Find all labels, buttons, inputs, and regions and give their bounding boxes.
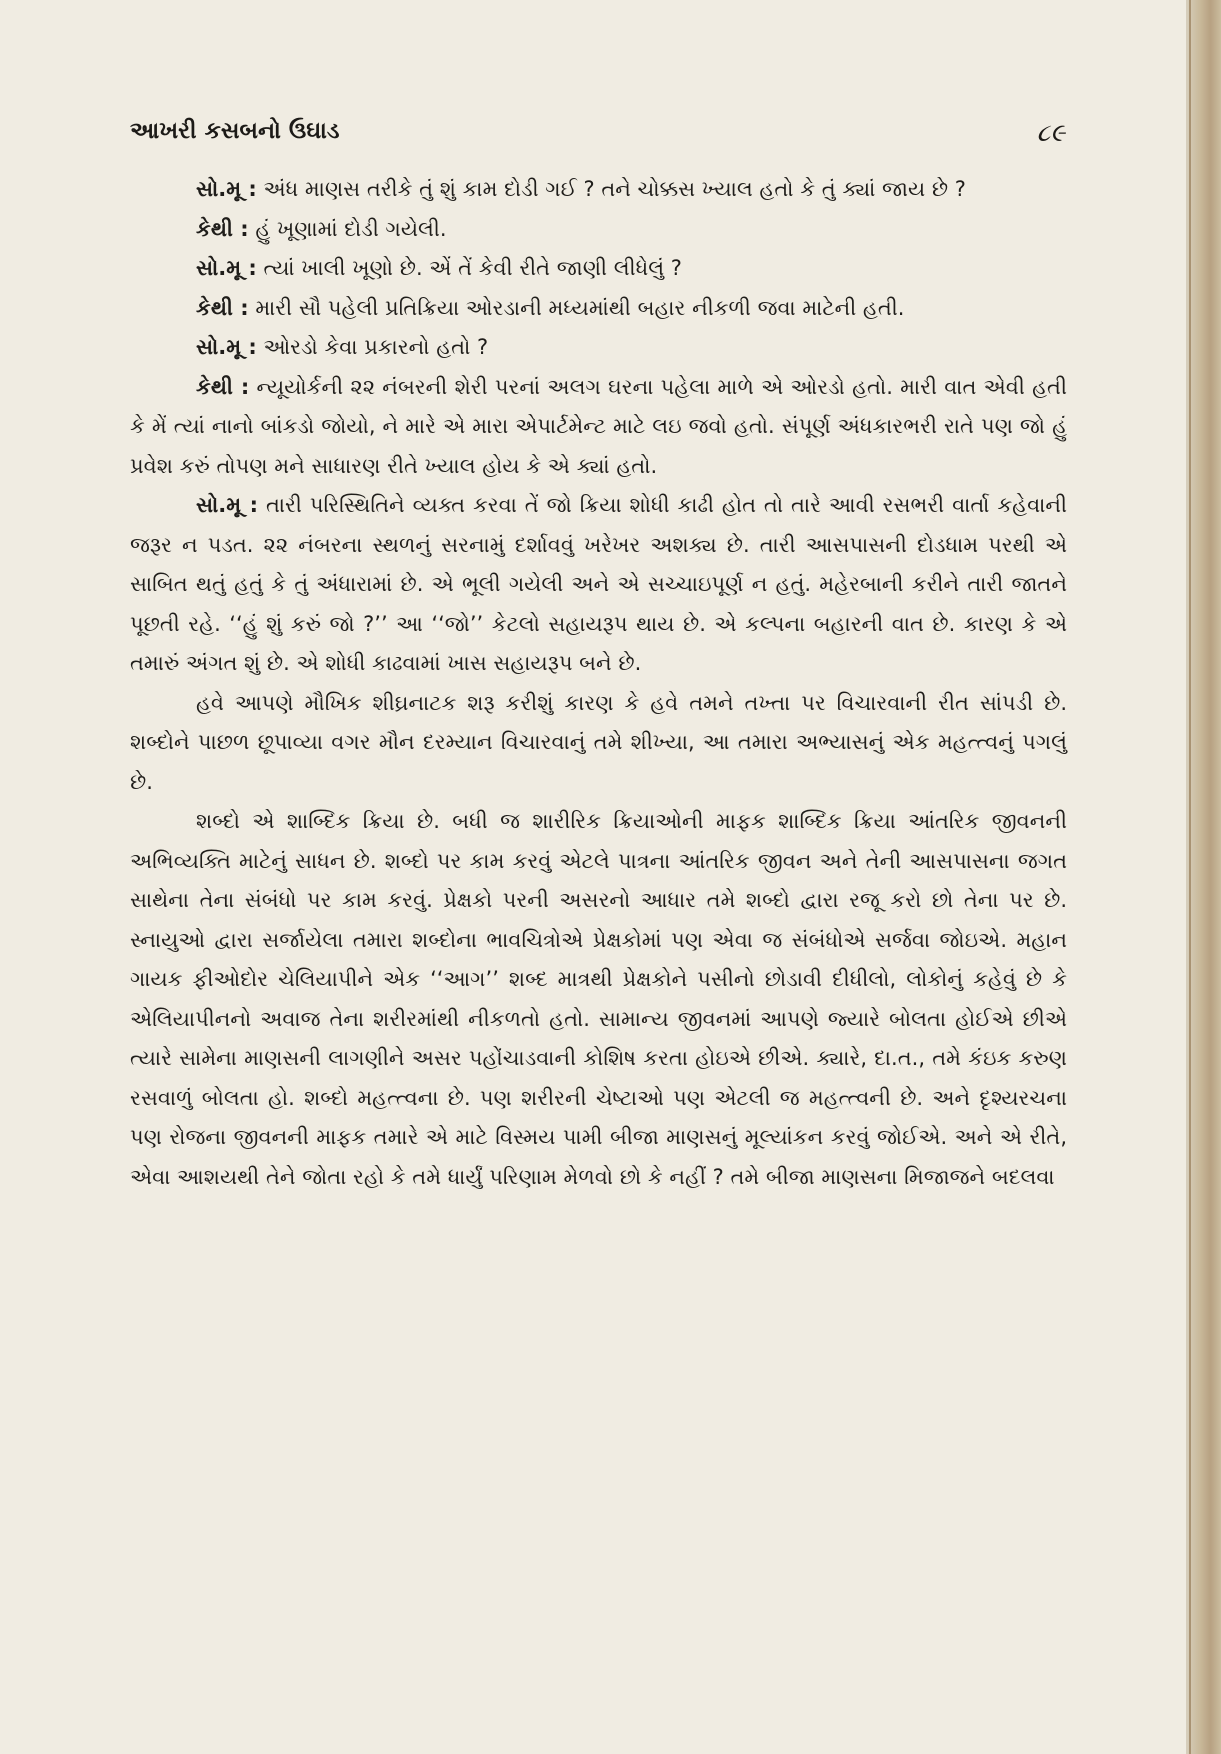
paragraph-text: શબ્દો એ શાબ્દિક ક્રિયા છે. બધી જ શારીરિક ક્રિયાઓની માફક શાબ્દિક ક્રિયા આંતરિક જીવનની અભિવ્યક્તિ માટેનું સાધન છે. શબ્દો પર કામ કરવું એટલે પાત્રના આંતરિક જીવન અને તેની આસપાસના જગત સાથેના તેના સંબંધો પર કામ કરવું. પ્રેક્ષકો પરની અસરનો આધાર તમે શબ્દો દ્વારા રજૂ કરો છો તેના પર છે. સ્નાયુઓ દ્વારા સર્જાયેલા તમારા શબ્દોના ભાવચિત્રોએ પ્રેક્ષકોમાં પણ એવા જ સંબંધોએ સર્જવા જોઇએ. મહાન ગાયક ફીઓદોર ચેલિયાપીને એક ‘‘આગ’’ શબ્દ માત્રથી પ્રેક્ષકોને પસીનો છોડાવી દીધીલો, લોકોનું કહેવું છે કે એલિયાપીનનો અવાજ તેના શરીરમાંથી નીકળતો હતો. સામાન્ય જીવનમાં આપણે જ્યારે બોલતા હોઈએ છીએ ત્યારે સામેના માણસની લાગણીને અસર પહોંચાડવાની કોશિષ કરતા હોઇએ છીએ. ક્યારે, દા.ત., તમે કંઇક કરુણ રસવાળું બોલતા હો. શબ્દો મહત્ત્વના છે. પણ શરીરની ચેષ્ટાઓ પણ એટલી જ મહત્ત્વની છે. અને દૃશ્યરચના પણ રોજના જીવનની માફક તમારે એ માટે વિસ્મય પામી બીજા માણસનું મૂલ્યાંકન કરવું જોઈએ. અને એ રીતે, એવા આશયથી તેને જોતા રહો કે તમે ધાર્યું પરિણામ મેળવો છો કે નહીં ? તમે બીજા માણસના મિજાજને બદલવા — [130, 809, 1067, 1189]
paragraph-text: હવે આપણે મૌખિક શીઘ્રનાટક શરૂ કરીશું કારણ કે હવે તમને તખ્તા પર વિચારવાની રીત સાંપડી છે. શબ્દોને પાછળ છૂપાવ્યા વગર મૌન દરમ્યાન વિચારવાનું તમે શીખ્યા, આ તમારા અભ્યાસનું એક મહત્ત્વનું પગલું છે. — [130, 690, 1067, 794]
body-text — [130, 170, 1067, 1197]
paragraph-text: ન્યૂયોર્કની ૨૨ નંબરની શેરી પરનાં અલગ ઘરના પહેલા માળે એ ઓરડો હતો. મારી વાત એવી હતી કે મેં ત્યાં નાનો બાંકડો જોયો, ને મારે એ મારા એપાર્ટમેન્ટ માટે લઇ જવો હતો. સંપૂર્ણ અંધકારભરી રાતે પણ જો હું પ્રવેશ કરું તોપણ મને સાધારણ રીતે ખ્યાલ હોય કે એ ક્યાં હતો. — [130, 374, 1067, 478]
paragraph-text: તારી પરિસ્થિતિને વ્યક્ત કરવા તેં જો ક્રિયા શોધી કાઢી હોત તો તારે આવી રસભરી વાર્તા કહેવાની જરૂર ન પડત. ૨૨ નંબરના સ્થળનું સરનામું દર્શાવવું ખરેખર અશક્ય છે. તારી આસપાસની દોડધામ પરથી એ સાબિત થતું હતું કે તું અંધારામાં છે. એ ભૂલી ગયેલી અને એ સચ્ચાઇપૂર્ણ ન હતું. મહેરબાની કરીને તારી જાતને પૂછતી રહે. ‘‘હું શું કરું જો ?’’ આ ‘‘જો’’ કેટલો સહાયરૂપ થાય છે. એ કલ્પના બહારની વાત છે. કારણ કે એ તમારું અંગત શું છે. એ શોધી કાઢવામાં ખાસ સહાયરૂપ બને છે. — [130, 493, 1067, 675]
speaker-label: સો.મૂ : — [196, 256, 257, 280]
page-number: ૮૯ — [1036, 118, 1065, 147]
dialogue-paragraph — [130, 328, 1067, 368]
prose-paragraph — [130, 802, 1067, 1197]
dialogue-paragraph — [130, 170, 1067, 210]
dialogue-paragraph — [130, 486, 1067, 684]
page-edge — [1186, 0, 1221, 1754]
running-head: આખરી કસબનો ઉઘાડ — [130, 118, 340, 144]
dialogue-paragraph — [130, 210, 1067, 250]
speaker-label: કેથી : — [196, 374, 250, 399]
speaker-label: સો.મૂ : — [196, 335, 257, 359]
speaker-label: કેથી : — [196, 216, 249, 241]
speaker-label: સો.મૂ : — [196, 493, 259, 517]
paragraph-text: ઓરડો કેવા પ્રકારનો હતો ? — [256, 335, 489, 359]
page-edge-line — [1189, 0, 1191, 1754]
paragraph-text: હું ખૂણામાં દોડી ગયેલી. — [248, 216, 447, 241]
page-header — [130, 118, 1065, 158]
paragraph-text: અંધ માણસ તરીકે તું શું કામ દોડી ગઈ ? તને ચોક્કસ ખ્યાલ હતો કે તું ક્યાં જાય છે ? — [256, 177, 966, 201]
speaker-label: સો.મૂ : — [196, 177, 257, 201]
dialogue-paragraph — [130, 289, 1067, 329]
paragraph-text: મારી સૌ પહેલી પ્રતિક્રિયા ઓરડાની મધ્યમાંથી બહાર નીકળી જવા માટેની હતી. — [248, 295, 905, 320]
prose-paragraph — [130, 684, 1067, 803]
speaker-label: કેથી : — [196, 295, 249, 320]
paragraph-text: ત્યાં ખાલી ખૂણો છે. એં તેં કેવી રીતે જાણી લીધેલું ? — [256, 256, 682, 280]
dialogue-paragraph — [130, 368, 1067, 487]
dialogue-paragraph — [130, 249, 1067, 289]
